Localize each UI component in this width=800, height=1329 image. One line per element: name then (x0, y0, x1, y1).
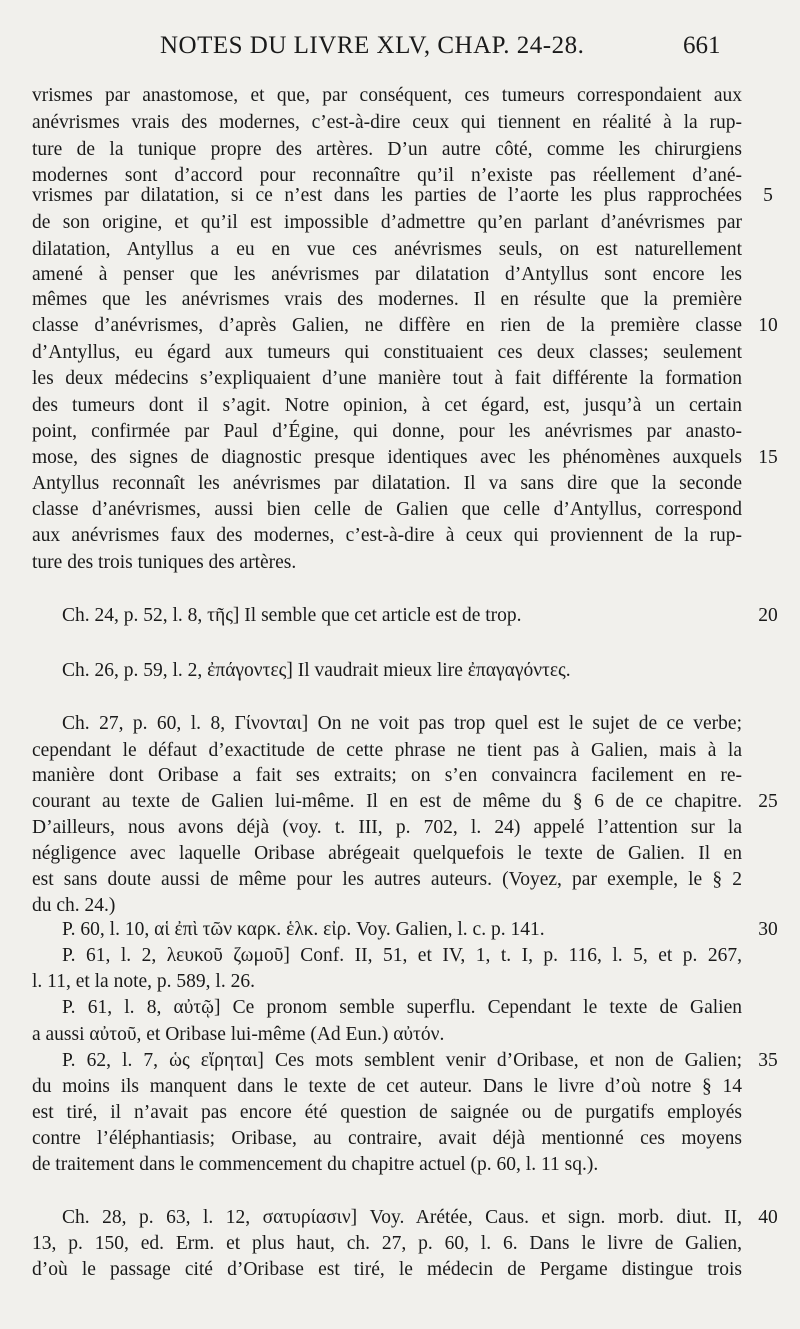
line-number: 10 (758, 315, 778, 336)
line-number: 5 (763, 185, 773, 206)
note-p60: P. 60, l. 10, αἱ ἐπὶ τῶν καρκ. ἑλκ. εἰρ. Voy. Galien, l. c. p. 141. (62, 919, 545, 940)
text-line: aux anévrismes faux des modernes, c’est-à-dire à ceux qui proviennent de la rup- (32, 525, 742, 546)
running-title: NOTES DU LIVRE XLV, CHAP. 24-28. (160, 32, 585, 59)
text-line: ture de la tunique propre des artères. D’un autre côté, comme les chirurgiens (32, 139, 742, 160)
text-line: vrismes par dilatation, si ce n’est dans les parties de l’aorte les plus rapprochées (32, 185, 742, 206)
text-line: est tiré, il n’avait pas encore été question de saignée ou de purgatifs employés (32, 1102, 742, 1123)
note-ch26: Ch. 26, p. 59, l. 2, ἐπάγοντες] Il vaudrait mieux lire ἐπαγαγόντες. (62, 660, 571, 681)
note-ch24: Ch. 24, p. 52, l. 8, τῆς] Il semble que cet article est de trop. (62, 605, 522, 626)
line-number: 40 (758, 1207, 778, 1228)
text-line: D’ailleurs, nous avons déjà (voy. t. III, p. 702, l. 24) appelé l’attention sur la (32, 817, 742, 838)
text-line: dilatation, Antyllus a eu en vue ces anévrismes seuls, on est naturellement (32, 239, 742, 260)
note-ch28: Ch. 28, p. 63, l. 12, σατυρίασιν] Voy. Arétée, Caus. et sign. morb. diut. II, (62, 1207, 742, 1228)
text-line: l. 11, et la note, p. 589, l. 26. (32, 971, 255, 992)
text-line: Antyllus reconnaît les anévrismes par dilatation. Il va sans dire que la seconde (32, 473, 742, 494)
text-line: est sans doute aussi de même pour les autres auteurs. (Voyez, par exemple, le § 2 (32, 869, 742, 890)
text-line: manière dont Oribase a fait ses extraits; on s’en convaincra facilement en re- (32, 765, 742, 786)
text-line: ture des trois tuniques des artères. (32, 552, 297, 573)
text-line: vrismes par anastomose, et que, par conséquent, ces tumeurs correspondaient aux (32, 85, 742, 106)
text-line: négligence avec laquelle Oribase abrégeait quelquefois le texte de Galien. Il en (32, 843, 742, 864)
text-line: les deux médecins s’expliquaient d’une manière tout à fait différente la formation (32, 368, 742, 389)
text-line: cependant le défaut d’exactitude de cette phrase ne tient pas à Galien, mais à la (32, 740, 742, 761)
text-line: modernes sont d’accord pour reconnaître qu’il n’existe pas réellement d’ané- (32, 165, 742, 186)
text-line: 13, p. 150, ed. Erm. et plus haut, ch. 27, p. 60, l. 6. Dans le livre de Galien, (32, 1233, 742, 1254)
text-line: du ch. 24.) (32, 895, 116, 916)
text-line: de traitement dans le commencement du chapitre actuel (p. 60, l. 11 sq.). (32, 1154, 599, 1175)
line-number: 20 (758, 605, 778, 626)
text-line: point, confirmée par Paul d’Égine, qui donne, pour les anévrismes par anasto- (32, 421, 742, 442)
text-line: mêmes que les anévrismes vrais des modernes. Il en résulte que la première (32, 289, 742, 310)
text-line: amené à penser que les anévrismes par dilatation d’Antyllus sont encore les (32, 264, 742, 285)
line-number: 30 (758, 919, 778, 940)
note-ch27: Ch. 27, p. 60, l. 8, Γίνονται] On ne voit pas trop quel est le sujet de ce verbe; (62, 713, 742, 734)
text-line: d’où le passage cité d’Oribase est tiré, le médecin de Pergame distingue trois (32, 1259, 742, 1280)
text-line: du moins ils manquent dans le texte de cet auteur. Dans le livre d’où notre § 14 (32, 1076, 742, 1097)
text-line: mose, des signes de diagnostic presque identiques avec les phénomènes auxquels (32, 447, 742, 468)
line-number: 25 (758, 791, 778, 812)
text-line: a aussi αὐτοῦ, et Oribase lui-même (Ad Eun.) αὐτόν. (32, 1024, 445, 1045)
line-number: 35 (758, 1050, 778, 1071)
line-number: 15 (758, 447, 778, 468)
text-line: contre l’éléphantiasis; Oribase, au contraire, avait déjà mentionné ces moyens (32, 1128, 742, 1149)
text-line: de son origine, et qu’il est impossible d’admettre qu’en parlant d’anévrismes par (32, 212, 742, 233)
page-number: 661 (683, 32, 721, 59)
text-line: classe d’anévrismes, d’après Galien, ne diffère en rien de la première classe (32, 315, 742, 336)
text-line: classe d’anévrismes, aussi bien celle de Galien que celle d’Antyllus, correspond (32, 499, 742, 520)
note-p62: P. 62, l. 7, ὡς εἴρηται] Ces mots semblent venir d’Oribase, et non de Galien; (62, 1050, 742, 1071)
text-line: courant au texte de Galien lui-même. Il en est de même du § 6 de ce chapitre. (32, 791, 742, 812)
note-p61-l8: P. 61, l. 8, αὐτῷ] Ce pronom semble superflu. Cependant le texte de Galien (62, 997, 742, 1018)
text-line: des tumeurs dont il s’agit. Notre opinion, à cet égard, est, jusqu’à un certain (32, 395, 742, 416)
page-header (0, 32, 800, 72)
text-line: d’Antyllus, eu égard aux tumeurs qui constituaient ces deux classes; seulement (32, 342, 742, 363)
note-p61-l2: P. 61, l. 2, λευκοῦ ζωμοῦ] Conf. II, 51, et IV, 1, t. I, p. 116, l. 5, et p. 267, (62, 945, 742, 966)
text-line: anévrismes vrais des modernes, c’est-à-dire ceux qui tiennent en réalité à la rup- (32, 112, 742, 133)
